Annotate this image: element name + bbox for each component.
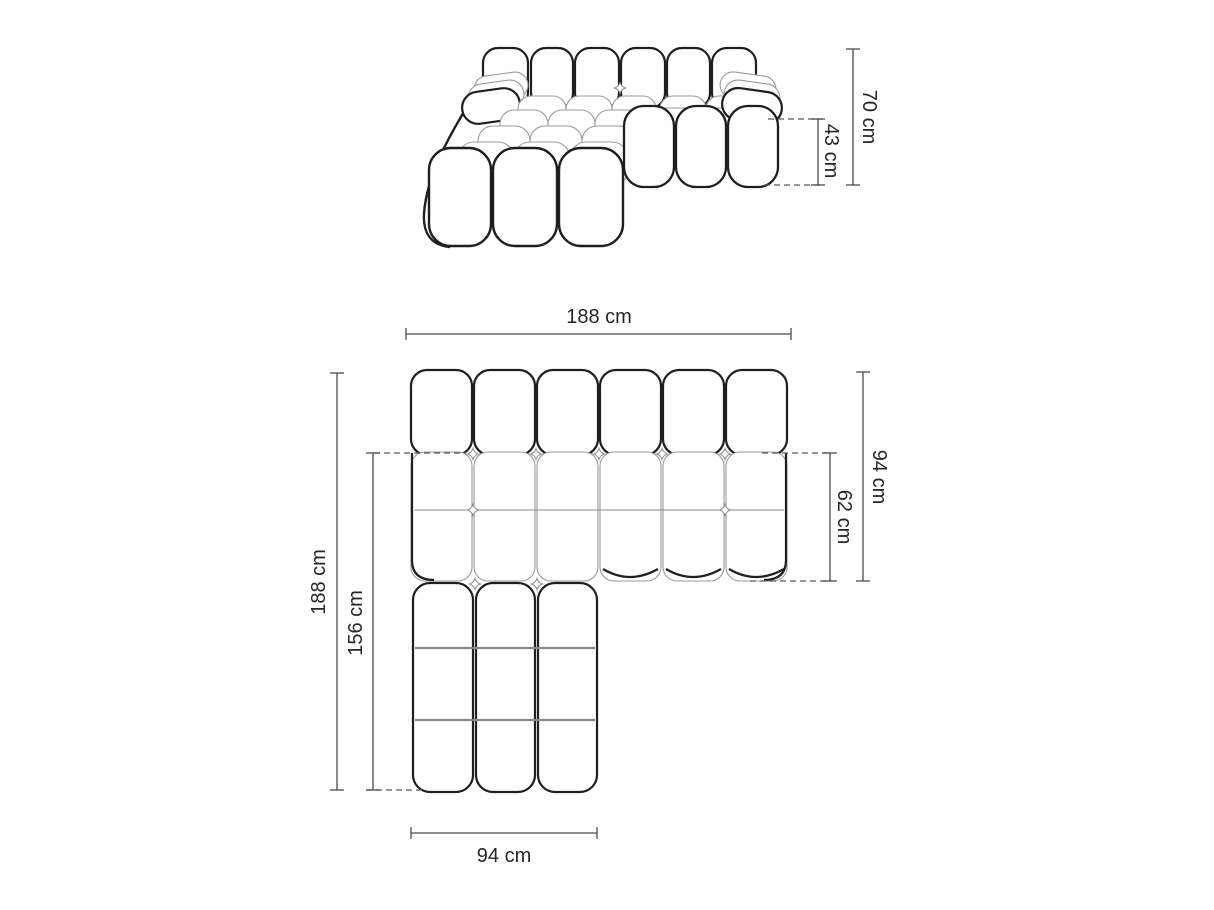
dim-label-seat-height: 43 cm xyxy=(820,123,842,179)
dim-label-total-width: 188 cm xyxy=(566,306,632,328)
dim-label-total-length: 188 cm xyxy=(308,549,330,615)
plan-seat-cushions xyxy=(411,452,787,581)
dim-label-chaise-width: 94 cm xyxy=(476,845,532,867)
perspective-chaise-front-cushions xyxy=(429,148,623,246)
perspective-right-front-cushions xyxy=(624,106,778,187)
plan-sofa xyxy=(411,370,787,792)
dim-total-width-line xyxy=(406,328,791,340)
dim-label-seat-depth: 62 cm xyxy=(833,489,855,545)
dim-label-total-depth: 94 cm xyxy=(868,449,890,505)
dim-chaise-width-line xyxy=(411,827,597,839)
dim-label-chaise-length: 156 cm xyxy=(345,590,367,656)
dim-total-length-line xyxy=(330,373,344,790)
dim-label-total-height: 70 cm xyxy=(858,89,880,145)
plan-chaise xyxy=(413,583,597,792)
perspective-sofa xyxy=(424,48,784,247)
plan-back-cushions xyxy=(411,370,787,455)
